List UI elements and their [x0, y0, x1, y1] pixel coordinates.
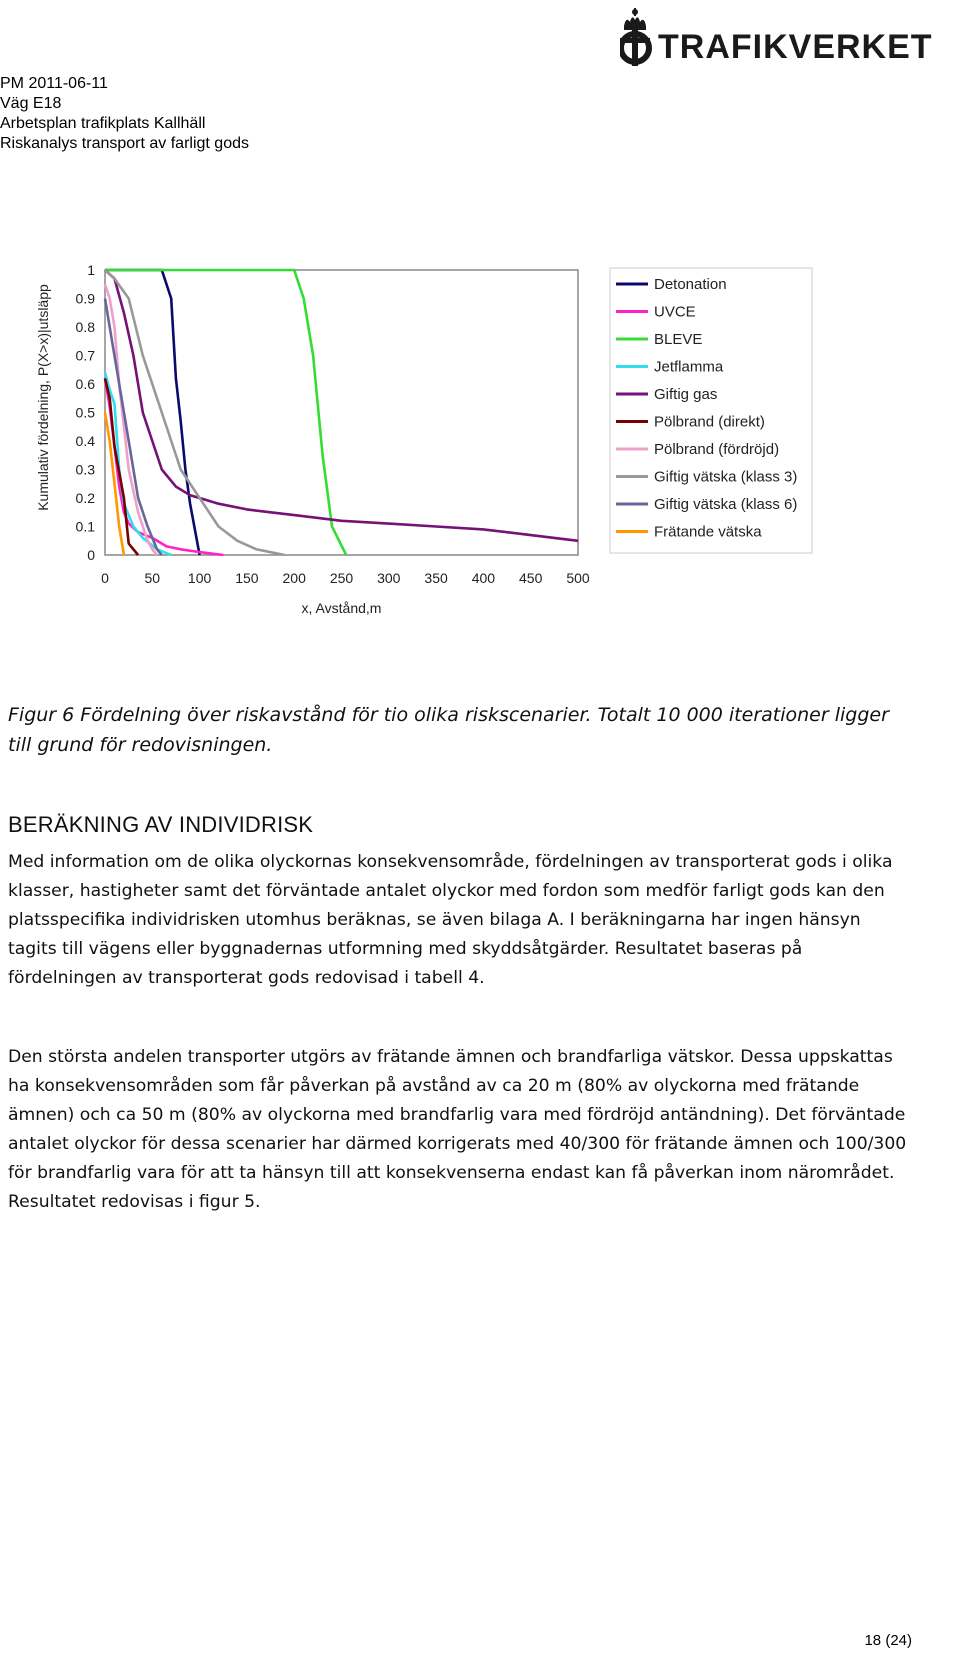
paragraph-1: Med information om de olika olyckornas konsekvensområde, fördelningen av transporterat gods i olika klasser, hastigheter samt det förväntade antalet olyckor med fordon som medför farligt gods kan den platsspecifika individrisken utomhus beräknas, se även bilaga A. I beräkningarna har ingen hänsyn tagits till vägens eller byggnadernas utformning med skyddsåtgärder. Resultatet baseras på fördelningen av transporterat gods redovisad i tabell 4. [8, 852, 893, 988]
y-axis-title: Kumulativ fördelning, P(X>x)|utsläpp [35, 284, 51, 511]
y-tick-label: 0.5 [75, 404, 95, 421]
y-tick-label: 0 [87, 547, 95, 563]
legend [610, 268, 812, 553]
page-number: 18 (24) [864, 1632, 912, 1649]
y-tick-label: 0.3 [75, 461, 95, 478]
legend-entry: UVCE [654, 303, 696, 321]
x-tick-label: 50 [144, 570, 161, 586]
x-axis-title: x, Avstånd,m [301, 600, 382, 616]
plot-area [105, 270, 578, 555]
x-tick-label: 350 [424, 570, 448, 586]
legend-entry: Detonation [654, 276, 727, 293]
risk-distance-chart [30, 262, 870, 662]
x-tick-label: 450 [519, 570, 543, 586]
y-tick-label: 1 [87, 262, 95, 278]
header-report: Riskanalys transport av farligt gods [0, 135, 249, 152]
y-tick-label: 0.6 [75, 376, 95, 392]
chart-svg [30, 262, 870, 662]
header-project: Arbetsplan trafikplats Kallhäll [0, 115, 206, 132]
x-tick-label: 500 [566, 570, 590, 586]
x-tick-label: 250 [329, 570, 354, 586]
x-tick-label: 150 [235, 570, 259, 586]
legend-entry: Pölbrand (fördröjd) [654, 441, 780, 458]
section-heading: BERÄKNING AV INDIVIDRISK [8, 812, 314, 837]
trafikverket-logo [620, 4, 960, 74]
y-tick-label: 0.1 [75, 518, 95, 535]
legend-entry: Giftig gas [654, 386, 718, 403]
figure-caption: Figur 6 Fördelning över riskavstånd för tio olika riskscenarier. Totalt 10 000 iterationer ligger till grund för redovisningen. [8, 704, 889, 756]
x-tick-label: 300 [377, 570, 401, 586]
legend-entry: Jetflamma [654, 358, 724, 376]
logo-graphic [620, 4, 960, 74]
legend-entry: Frätande vätska [654, 523, 762, 541]
y-tick-label: 0.8 [75, 319, 95, 335]
crown-icon [620, 8, 650, 66]
legend-entry: Giftig vätska (klass 3) [654, 468, 798, 486]
header-road: Väg E18 [0, 95, 62, 112]
document-header [0, 74, 249, 154]
y-tick-label: 0.2 [75, 490, 95, 506]
y-tick-label: 0.4 [75, 433, 95, 449]
y-axis-title-group [35, 284, 51, 511]
legend-entry: Pölbrand (direkt) [654, 413, 765, 431]
x-axis-ticks [101, 570, 590, 586]
x-tick-label: 0 [101, 570, 109, 586]
x-tick-label: 100 [187, 570, 212, 586]
y-tick-label: 0.7 [75, 347, 95, 364]
logo-wordmark: TRAFIKVERKET [658, 28, 933, 66]
y-tick-label: 0.9 [75, 290, 95, 307]
x-tick-label: 400 [471, 570, 496, 586]
legend-entry: BLEVE [654, 331, 703, 348]
legend-entry: Giftig vätska (klass 6) [654, 496, 798, 513]
paragraph-2: Den största andelen transporter utgörs av frätande ämnen och brandfarliga vätskor. Dessa uppskattas ha konsekvensområden som får påverkan på avstånd av ca 20 m (80% av olyckorna med frätande ämnen) och ca 50 m (80% av olyckorna med brandfarlig vara med fördröjd antändning). Det förväntade antalet olyckor för dessa scenarier har därmed korrigerats med 40/300 för frätande ämnen och 100/300 för brandfarlig vara för att ta hänsyn till att konsekvenserna endast kan få påverkan inom närområdet. Resultatet redovisas i figur 5. [8, 1047, 907, 1212]
y-axis-ticks [76, 262, 96, 563]
header-date: PM 2011-06-11 [0, 75, 108, 92]
x-tick-label: 200 [282, 570, 306, 586]
